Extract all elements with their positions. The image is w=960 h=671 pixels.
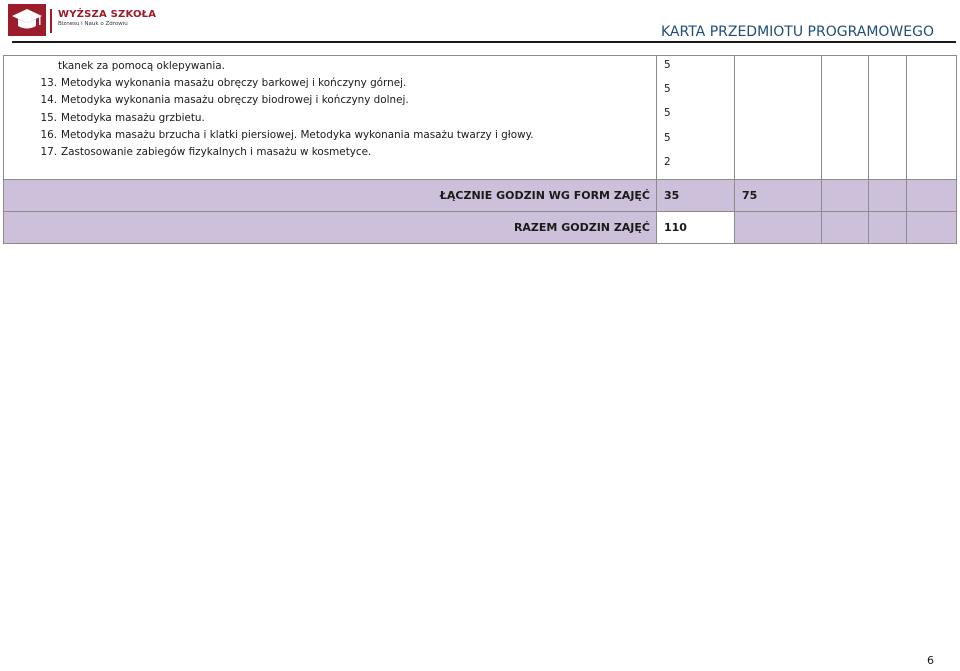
empty-cell: [869, 179, 907, 211]
empty-cell: [822, 56, 869, 180]
empty-cell: [822, 211, 869, 243]
empty-cell: [735, 56, 822, 180]
hour-value: 5: [664, 131, 671, 144]
topics-cell: [4, 56, 657, 180]
header-divider: [12, 41, 956, 43]
page-number: 6: [927, 654, 934, 667]
hours-cell: [657, 56, 735, 180]
empty-cell: [869, 56, 907, 180]
topic-continuation: tkanek za pomocą oklepywania.: [58, 60, 225, 72]
hour-value: 5: [664, 83, 671, 96]
grand-total-row: [4, 211, 957, 243]
topic-item: 17. Zastosowanie zabiegów fizykalnych i masażu w kosmetyce.: [40, 146, 372, 159]
topics-row: [4, 56, 957, 180]
graduation-cap-logo-icon: [8, 4, 46, 36]
empty-cell: [869, 211, 907, 243]
empty-cell: [822, 179, 869, 211]
empty-cell: [907, 211, 957, 243]
empty-cell: [907, 56, 957, 180]
logo-school-subtitle: Biznesu i Nauk o Zdrowiu: [58, 21, 128, 27]
school-logo: [8, 4, 157, 36]
program-table: [3, 55, 957, 244]
hour-value: 2: [664, 155, 671, 168]
forms-total-value: 35: [657, 179, 735, 211]
forms-total-value: 75: [735, 179, 822, 211]
forms-total-label: ŁĄCZNIE GODZIN WG FORM ZAJĘĆ: [4, 179, 657, 211]
topic-item: 15. Metodyka masażu grzbietu.: [40, 111, 205, 124]
empty-cell: [735, 211, 822, 243]
hour-value: 5: [664, 59, 671, 71]
hour-value: 5: [664, 107, 671, 120]
empty-cell: [907, 179, 957, 211]
topic-item: 14. Metodyka wykonania masażu obręczy biodrowej i kończyny dolnej.: [40, 94, 409, 107]
topic-item: 13. Metodyka wykonania masażu obręczy barkowej i kończyny górnej.: [40, 77, 407, 90]
document-title: KARTA PRZEDMIOTU PROGRAMOWEGO: [660, 24, 934, 40]
forms-total-row: [4, 179, 957, 211]
logo-text: [50, 9, 157, 33]
grand-total-label: RAZEM GODZIN ZAJĘĆ: [4, 211, 657, 243]
logo-school-name: WYŻSZA SZKOŁA: [58, 9, 157, 20]
grand-total-value: 110: [657, 211, 735, 243]
topic-item: 16. Metodyka masażu brzucha i klatki piersiowej. Metodyka wykonania masażu twarzy i głowy.: [40, 128, 534, 141]
